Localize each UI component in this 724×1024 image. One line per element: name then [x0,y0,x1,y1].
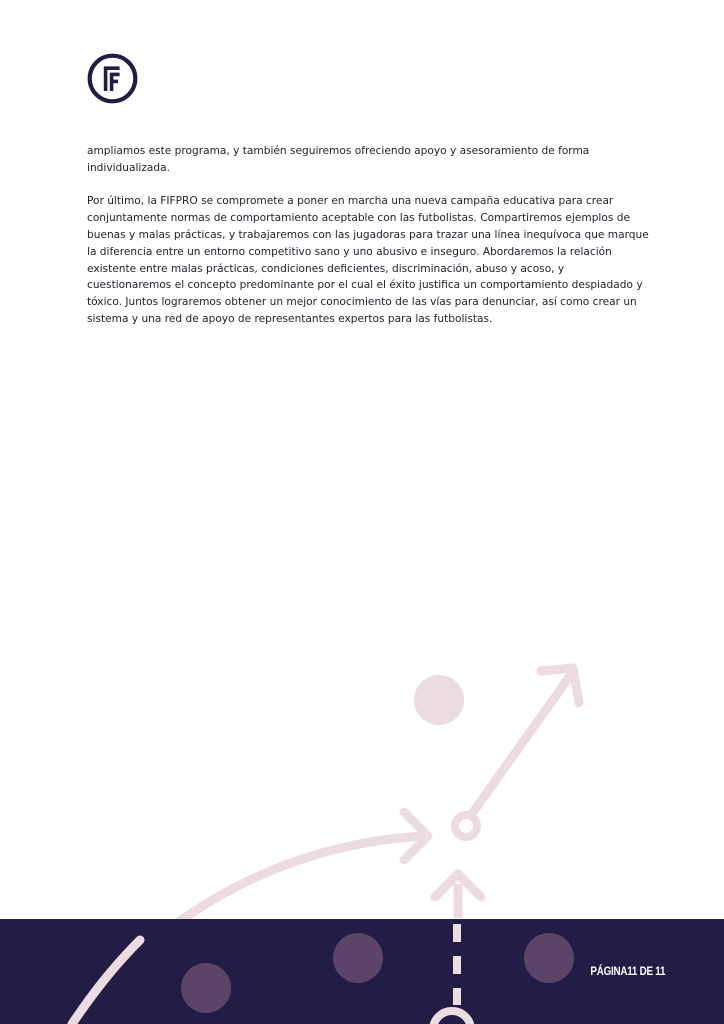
player-dot-icon [524,933,574,983]
paragraph-2: Por último, la FIFPRO se compromete a poner en marcha una nueva campaña educativa para crear conjuntamente normas de comportamiento aceptable con las futbolistas. Compartiremos ejemplos de buenas y malas prácticas, y trabajaremos con las jugadoras para trazar una línea inequívoca que marque la diferencia entre un entorno competitivo sano y uno abusivo e inseguro. Abordaremos la relación existente entre malas prácticas, condiciones deficientes, discriminación, abuso y acoso, y cuestionaremos el concepto predominante por el cual el éxito justifica un comportamiento despiadado y tóxico. Juntos lograremos obtener un mejor conocimiento de las vías para denunciar, así como crear un sistema y una red de apoyo de representantes expertos para las futbolistas. [87,195,649,325]
player-dot-icon [333,933,383,983]
page-number: PÁGINA11 DE 11 [590,964,665,978]
paragraph-1: ampliamos este programa, y también seguiremos ofreciendo apoyo y asesoramiento de forma individualizada. [87,145,590,174]
player-dot-icon [181,963,231,1013]
node-ring-icon [433,1011,471,1024]
